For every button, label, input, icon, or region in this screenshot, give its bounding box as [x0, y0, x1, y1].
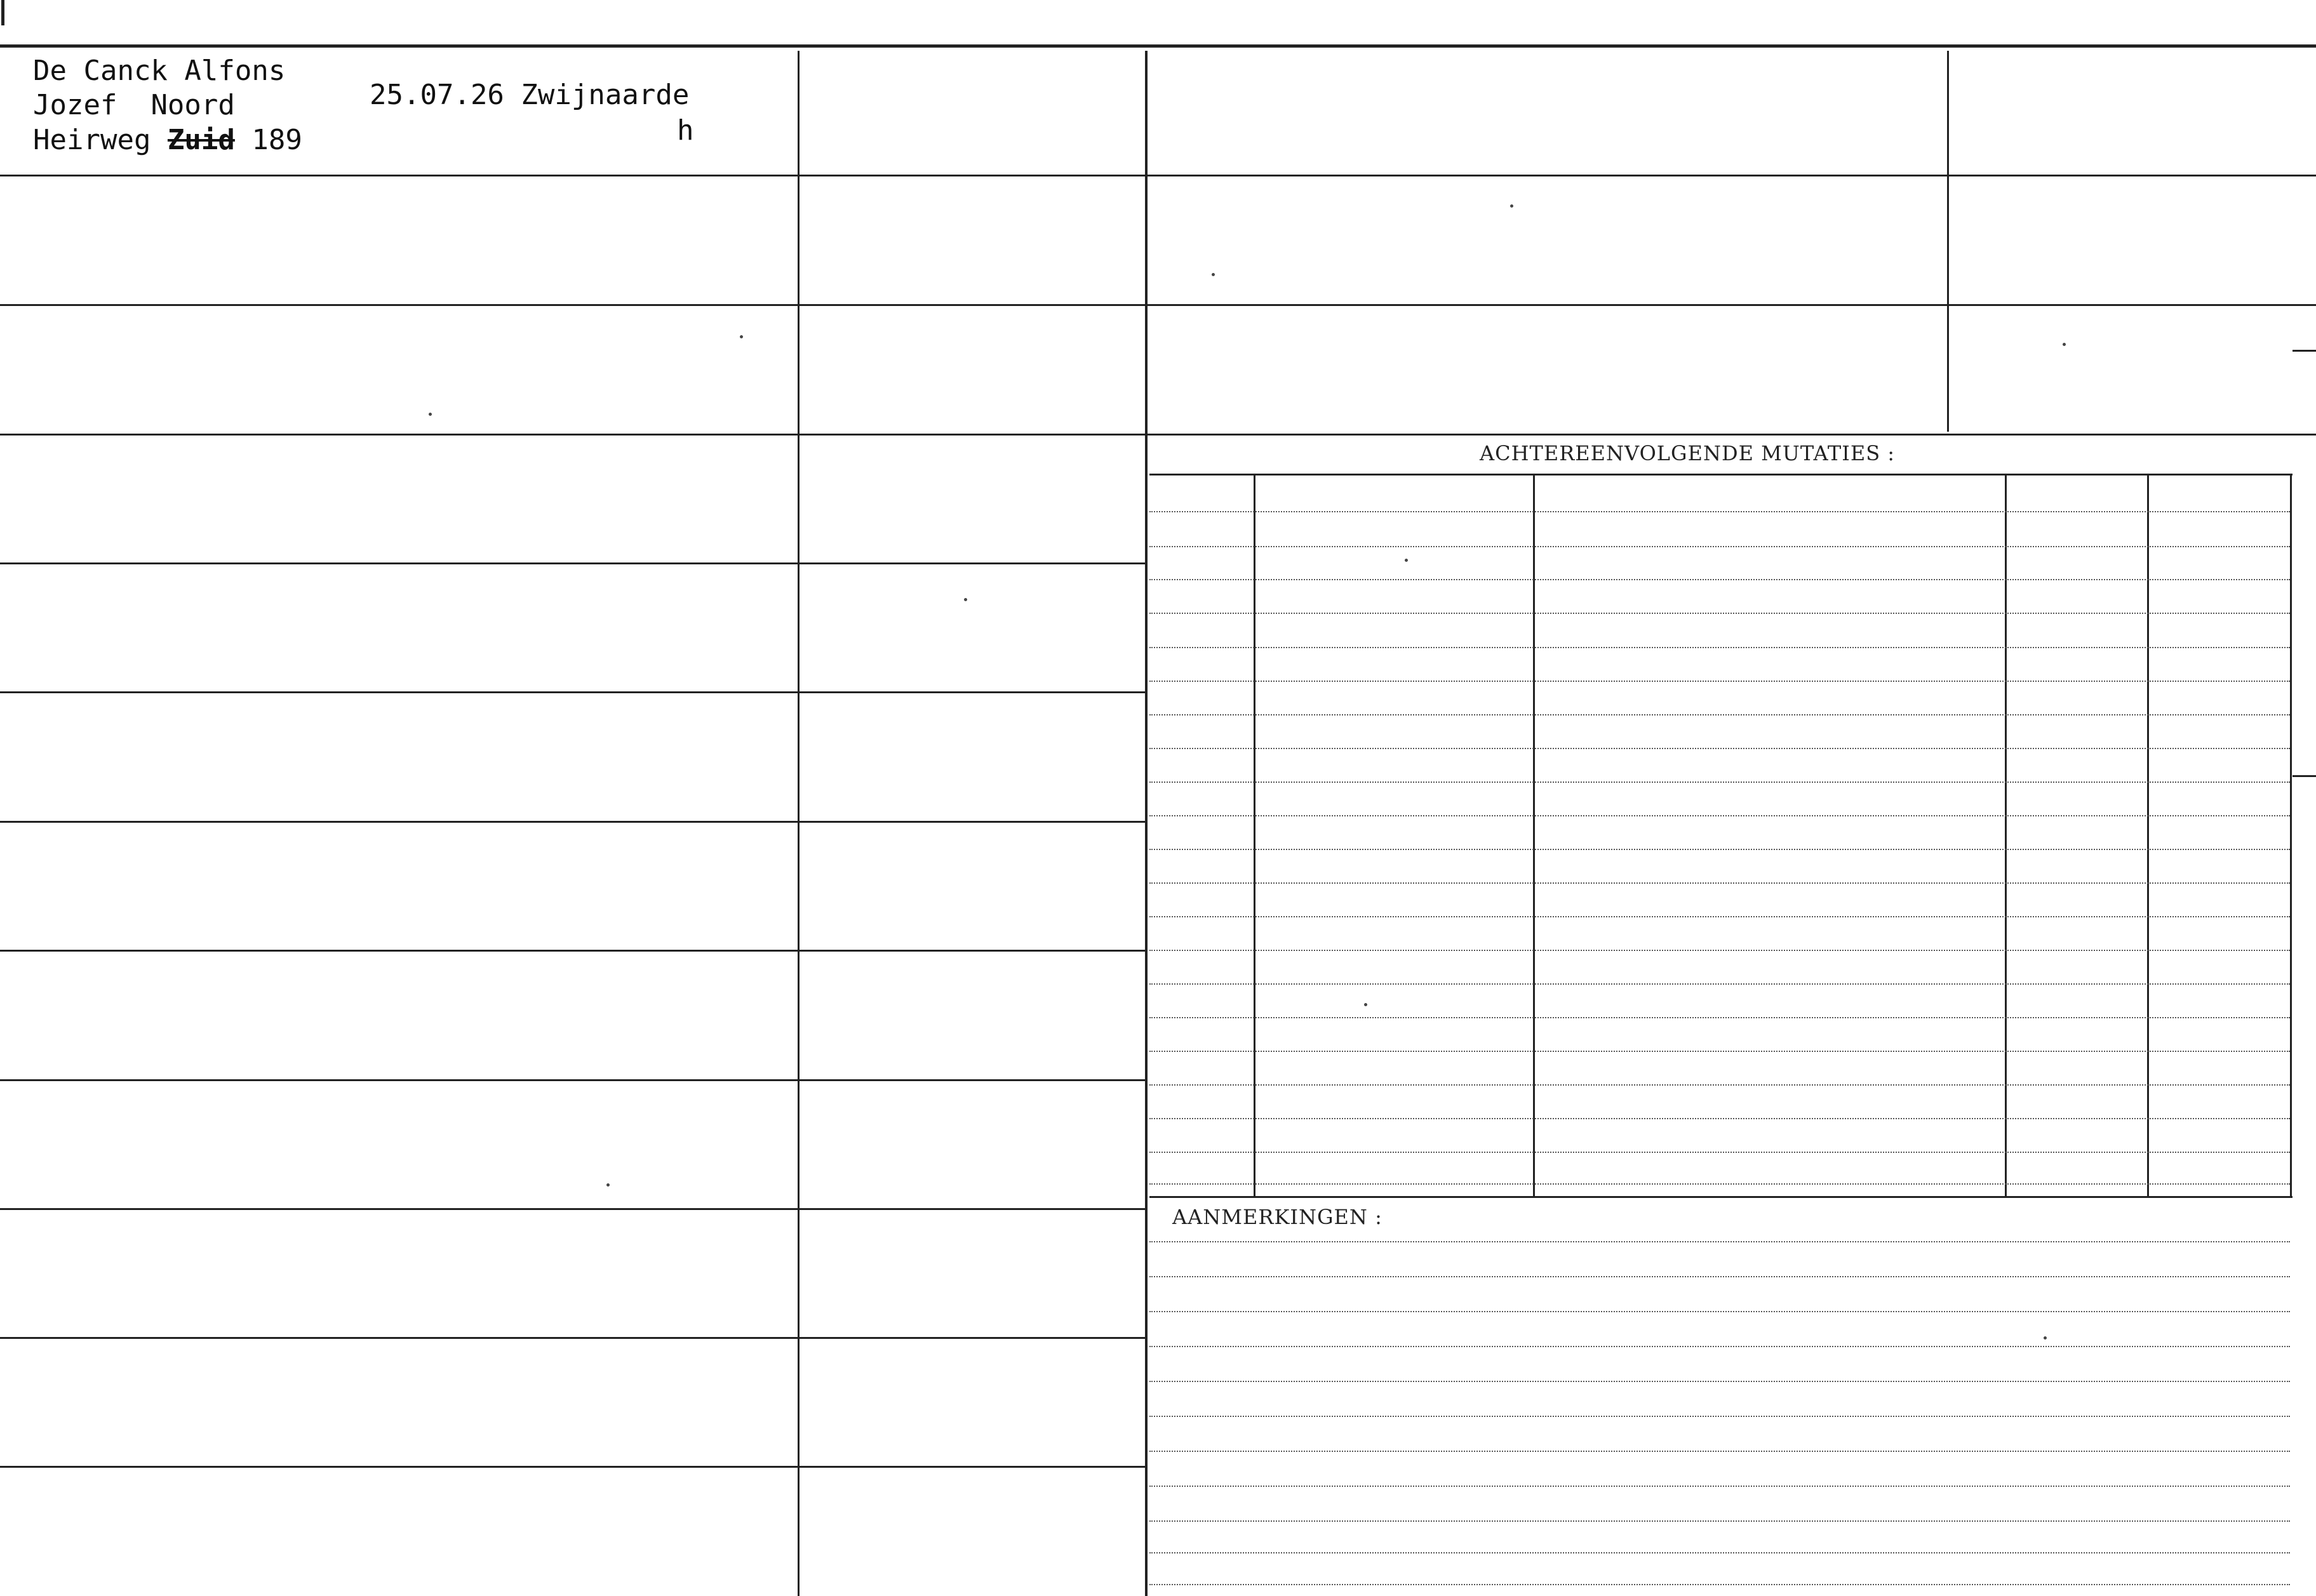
left-row-line	[0, 304, 1145, 306]
mutations-dotted-line	[1149, 613, 2290, 614]
remarks-dotted-line	[1149, 1241, 2290, 1242]
edge-tick	[2293, 350, 2316, 352]
mutations-dotted-line	[1149, 714, 2290, 715]
left-row-line	[0, 691, 1145, 693]
column-divider-1	[798, 51, 800, 1596]
record-district: Noord	[151, 89, 235, 121]
scan-speck	[2063, 343, 2066, 346]
record-street-struck: Zuid	[167, 124, 235, 156]
remarks-dotted-line	[1149, 1584, 2290, 1585]
mutations-dotted-line	[1149, 1118, 2290, 1119]
scan-speck	[1212, 273, 1215, 276]
mutations-heading: ACHTEREENVOLGENDE MUTATIES :	[1480, 441, 1896, 465]
record-address-line	[33, 123, 302, 158]
remarks-dotted-line	[1149, 1486, 2290, 1487]
scan-speck	[2044, 1336, 2047, 1340]
scan-speck	[1364, 1003, 1367, 1006]
left-row-line	[0, 821, 1145, 823]
remarks-heading: AANMERKINGEN :	[1172, 1205, 1382, 1229]
scan-speck	[740, 335, 743, 338]
column-divider-2	[1145, 51, 1148, 1596]
remarks-dotted-line	[1149, 1451, 2290, 1452]
mutations-dotted-line	[1149, 950, 2290, 951]
mutations-bottom-rule	[1149, 1196, 2293, 1198]
remarks-dotted-line	[1149, 1346, 2290, 1347]
edge-tick	[2293, 775, 2316, 777]
mutations-dotted-line	[1149, 647, 2290, 648]
mutations-dotted-line	[1149, 781, 2290, 783]
mutations-col-divider	[2005, 475, 2007, 1197]
scan-speck	[964, 598, 967, 601]
mutations-dotted-line	[1149, 849, 2290, 850]
mutations-dotted-line	[1149, 546, 2290, 547]
left-row-line	[0, 950, 1145, 952]
mutations-header-rule	[1149, 474, 2293, 475]
record-given-name: Jozef	[33, 89, 117, 121]
mutations-dotted-line	[1149, 815, 2290, 816]
remarks-dotted-line	[1149, 1552, 2290, 1553]
left-edge-mark	[1, 0, 4, 25]
left-row-line	[0, 434, 1145, 436]
mutations-col-divider	[1533, 475, 1535, 1197]
scan-speck	[429, 413, 432, 416]
remarks-dotted-line	[1149, 1416, 2290, 1417]
left-row-line	[0, 1208, 1145, 1210]
mutations-dotted-line	[1149, 1017, 2290, 1018]
record-birth-date: 25.07.26	[370, 79, 504, 111]
remarks-dotted-line	[1149, 1381, 2290, 1382]
right-row-line	[1147, 175, 2316, 176]
remarks-dotted-line	[1149, 1520, 2290, 1522]
mutations-dotted-line	[1149, 916, 2290, 917]
mutations-right-edge	[2290, 475, 2292, 1197]
mutations-dotted-line	[1149, 882, 2290, 884]
mutations-dotted-line	[1149, 1051, 2290, 1052]
column-divider-3	[1947, 51, 1949, 432]
mutations-dotted-line	[1149, 983, 2290, 985]
left-row-line	[0, 1337, 1145, 1339]
mutations-dotted-line	[1149, 1084, 2290, 1086]
record-given-line	[33, 88, 235, 123]
mutations-col-divider	[2147, 475, 2149, 1197]
record-street: Heirweg	[33, 124, 151, 156]
scan-speck	[606, 1183, 610, 1187]
left-row-line	[0, 175, 1145, 176]
left-row-line	[0, 1079, 1145, 1081]
record-mark: h	[677, 114, 694, 147]
mutations-dotted-line	[1149, 681, 2290, 682]
mutations-dotted-line	[1149, 579, 2290, 580]
mutations-dotted-line	[1149, 511, 2290, 512]
right-row-line	[1147, 304, 2316, 306]
record-birth-line	[370, 77, 689, 113]
record-house-number: 189	[251, 124, 302, 156]
remarks-dotted-line	[1149, 1276, 2290, 1277]
record-name: De Canck Alfons	[33, 55, 286, 87]
scan-speck	[1405, 559, 1408, 562]
remarks-dotted-line	[1149, 1311, 2290, 1312]
mutations-col-divider	[1254, 475, 1255, 1197]
scan-speck	[1510, 204, 1513, 208]
mutations-dotted-line	[1149, 1183, 2290, 1185]
mutations-dotted-line	[1149, 748, 2290, 749]
top-border	[0, 44, 2316, 48]
left-row-line	[0, 1466, 1145, 1468]
record-birth-place: Zwijnaarde	[521, 79, 690, 111]
record-name-line	[33, 53, 285, 89]
right-row-line	[1147, 434, 2316, 436]
mutations-dotted-line	[1149, 1152, 2290, 1153]
left-row-line	[0, 562, 1145, 564]
